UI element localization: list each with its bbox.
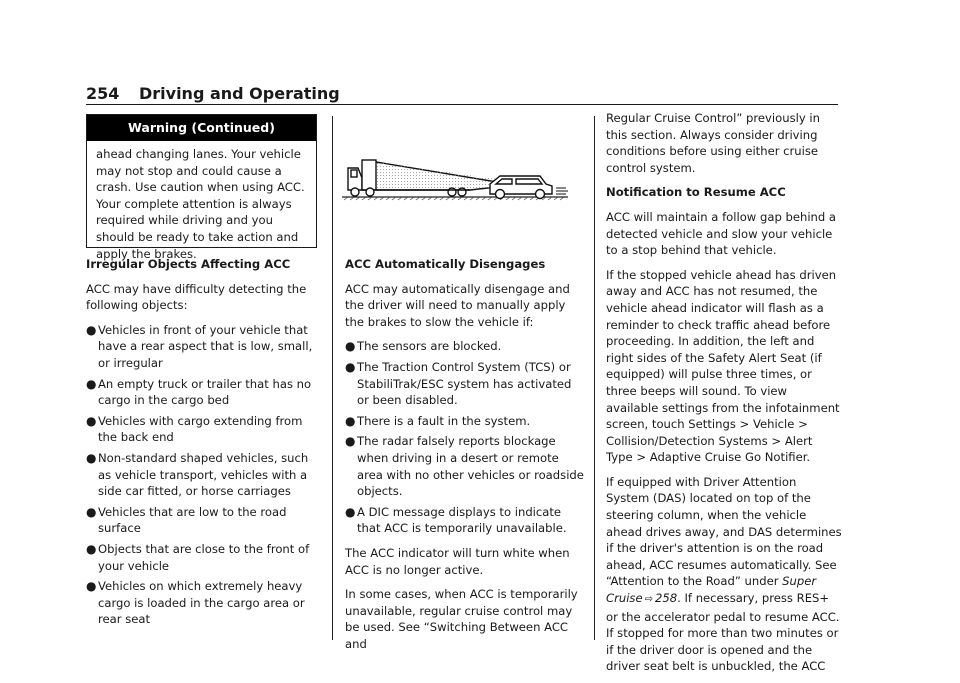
page-reference[interactable]: 258	[655, 591, 678, 606]
regular-cruise-paragraph: In some cases, when ACC is temporarily unavailable, regular cruise control may be used. See “Switching Between ACC and	[345, 587, 578, 651]
bullet-icon: ●	[345, 359, 356, 374]
acc-disengages-list	[345, 338, 585, 537]
page-header	[86, 84, 340, 103]
list-item: ● Vehicles on which extremely heavy cargo is loaded in the cargo area or rear seat	[86, 579, 305, 627]
list-item: ● An empty truck or trailer that has no cargo in the cargo bed	[86, 376, 312, 408]
column-2	[345, 256, 585, 660]
bullet-icon: ●	[345, 504, 356, 519]
bullet-icon: ●	[86, 504, 97, 519]
list-item: ● Non-standard shaped vehicles, such as vehicle transport, vehicles with a side car fitted, or horse carriages	[86, 450, 309, 499]
bullet-icon: ●	[345, 434, 356, 449]
follow-gap-paragraph: ACC will maintain a follow gap behind a detected vehicle and slow your vehicle to a stop behind that vehicle.	[606, 209, 837, 258]
acc-disengages-intro: ACC may automatically disengage and the driver will need to manually apply the brakes to slow the vehicle if:	[345, 281, 570, 329]
section-title: Driving and Operating	[138, 84, 340, 103]
header-rule	[86, 104, 838, 105]
bullet-icon: ●	[86, 322, 97, 337]
irregular-objects-list	[86, 322, 324, 628]
bullet-icon: ●	[86, 541, 97, 556]
column-divider-1	[332, 116, 333, 640]
acc-indicator-paragraph: The ACC indicator will turn white when ACC is no longer active.	[345, 545, 570, 577]
column-1	[86, 256, 324, 636]
continued-paragraph: Regular Cruise Control” previously in this section. Always consider driving conditions before using either cruise control system.	[606, 111, 820, 175]
list-item: ● There is a fault in the system.	[345, 413, 531, 428]
stopped-vehicle-paragraph: If the stopped vehicle ahead has driven away and ACC has not resumed, the vehicle ahead indicator will flash as a reminder to check traffic ahead before proceeding. In addition, the left and right sides of the Safety Alert Seat (if equipped) will pulse three times, or three beeps will sound. To view available settings from the infotainment screen, touch Settings > Vehicle > Collision/Detection Systems > Alert Type > Adaptive Cruise Go Notifier.	[606, 267, 840, 465]
list-item: ● A DIC message displays to indicate that ACC is temporarily unavailable.	[345, 504, 567, 536]
irregular-objects-heading: Irregular Objects Affecting ACC	[86, 257, 291, 271]
bullet-icon: ●	[86, 376, 97, 391]
das-paragraph: If equipped with Driver Attention System (DAS) located on top of the steering column, when the vehicle ahead drives away, and DAS determines if the driver's attention is on the road ahead, ACC resumes automatically. See “Attention to the Road” under Super Cruise ⇨ 258. If necessary, press RES+ or the accelerator pedal to resume ACC. If stopped for more than two minutes or if the driver door is opened and the driver seat belt is unbuckled, the ACC	[606, 474, 842, 674]
acc-disengages-heading: ACC Automatically Disengages	[345, 257, 546, 271]
warning-title: Warning (Continued)	[87, 115, 316, 141]
list-item: ● The Traction Control System (TCS) or StabiliTrak/ESC system has activated or been disabled.	[345, 359, 572, 408]
bullet-icon: ●	[86, 450, 97, 465]
bullet-icon: ●	[86, 413, 97, 428]
irregular-objects-intro: ACC may have difficulty detecting the following objects:	[86, 281, 307, 313]
column-divider-2	[594, 116, 595, 640]
list-item: ● Vehicles that are low to the road surface	[86, 504, 287, 536]
super-cruise-link[interactable]: Super Cruise	[606, 574, 817, 606]
list-item: ● The sensors are blocked.	[345, 339, 502, 354]
bullet-icon: ●	[345, 413, 356, 428]
bullet-icon: ●	[345, 339, 356, 354]
list-item: ● Vehicles in front of your vehicle that have a rear aspect that is low, small, or irregular	[86, 322, 313, 370]
page-number: 254	[86, 84, 120, 103]
list-item: ● Vehicles with cargo extending from the back end	[86, 413, 303, 445]
page-reference-icon: ⇨	[644, 594, 653, 606]
column-3	[606, 110, 842, 683]
warning-box	[86, 114, 317, 261]
bullet-icon: ●	[86, 579, 97, 594]
suv-icon	[490, 176, 552, 199]
list-item: ● Objects that are close to the front of your vehicle	[86, 541, 310, 573]
motion-lines-icon	[556, 188, 568, 194]
resume-acc-heading: Notification to Resume ACC	[606, 185, 786, 200]
acc-illustration	[340, 150, 580, 210]
list-item: ● The radar falsely reports blockage when driving in a desert or remote area with no other vehicles or roadside objects.	[345, 434, 584, 499]
warning-body: ahead changing lanes. Your vehicle may not stop and could cause a crash. Use caution when using ACC. Your complete attention is always required while driving and you should be ready to take action and apply the brakes.	[96, 147, 305, 261]
